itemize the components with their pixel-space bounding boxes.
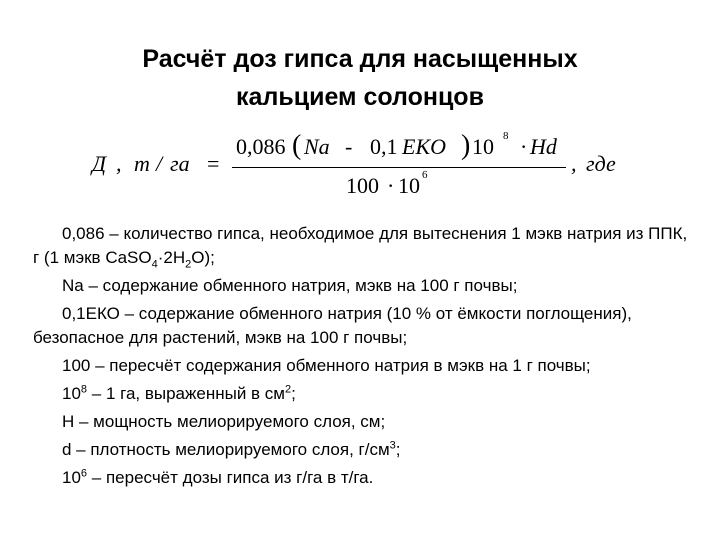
formula-num-hd: Hd bbox=[530, 134, 557, 159]
legend-item-na: Na – содержание обменного натрия, мэкв на 100 г почвы; bbox=[62, 276, 518, 295]
legend-item-d: d – плотность мелиорируемого слоя, $г/см^3$; bbox=[62, 439, 401, 459]
formula-num-01: 0,1 bbox=[370, 134, 398, 159]
formula-num-na: Na bbox=[304, 134, 330, 159]
formula-equals: = bbox=[207, 151, 220, 176]
formula-lhs-ga: га bbox=[170, 151, 190, 176]
formula-close-paren: ) bbox=[461, 130, 471, 161]
formula-lhs-slash: / bbox=[156, 151, 163, 176]
legend-item-100: 100 – пересчёт содержания обменного натрия в мэкв на 1 г почвы; bbox=[62, 356, 591, 375]
dose-formula bbox=[0, 118, 720, 210]
formula-lhs-d: Д bbox=[92, 151, 106, 176]
formula-num-eko: EKO bbox=[402, 134, 446, 159]
legend-item-10e8: $10^8 - 1$ га, выраженный в $см^2$; bbox=[62, 383, 296, 403]
slide-title bbox=[0, 40, 720, 116]
formula-num-coef: 0,086 bbox=[236, 134, 286, 159]
formula-open-paren: ( bbox=[292, 130, 302, 161]
legend-item-eko: 0,1ЕКО – содержание обменного натрия (10 % от ёмкости поглощения), безопасное для растений, мэкв на 100 г почвы; bbox=[33, 304, 632, 347]
formula-tail-comma: , bbox=[571, 151, 577, 176]
formula-den-10: 10 bbox=[398, 173, 420, 198]
formula-lhs-t: т bbox=[134, 151, 150, 176]
title-line-2: кальцием солонцов bbox=[236, 83, 484, 111]
legend-item-coef: 0,086 – количество гипса, необходимое для вытеснения 1 мэкв натрия из ППК, г (1 мэкв $CaSO_4\cdot 2H_2O$); bbox=[33, 224, 688, 271]
formula-lhs-comma: , bbox=[116, 151, 122, 176]
legend-item-10e6: $10^6$ – пересчёт дозы гипса из г/га в т/га. bbox=[62, 467, 374, 487]
formula-num-dot: · bbox=[520, 134, 528, 159]
formula-num-exp8: 8 bbox=[503, 130, 509, 142]
fraction-line bbox=[232, 167, 566, 168]
formula-minus: - bbox=[345, 134, 353, 159]
formula-den-exp6: 6 bbox=[422, 169, 428, 181]
formula-den-100: 100 bbox=[346, 173, 379, 198]
formula-tail-gde: где bbox=[586, 151, 616, 176]
formula-den-dot: · bbox=[387, 173, 395, 198]
legend-text bbox=[33, 222, 693, 494]
title-line-1: Расчёт доз гипса для насыщенных bbox=[142, 45, 578, 73]
formula-num-10: 10 bbox=[472, 134, 494, 159]
legend-item-h: H – мощность мелиорируемого слоя, см; bbox=[62, 412, 386, 431]
